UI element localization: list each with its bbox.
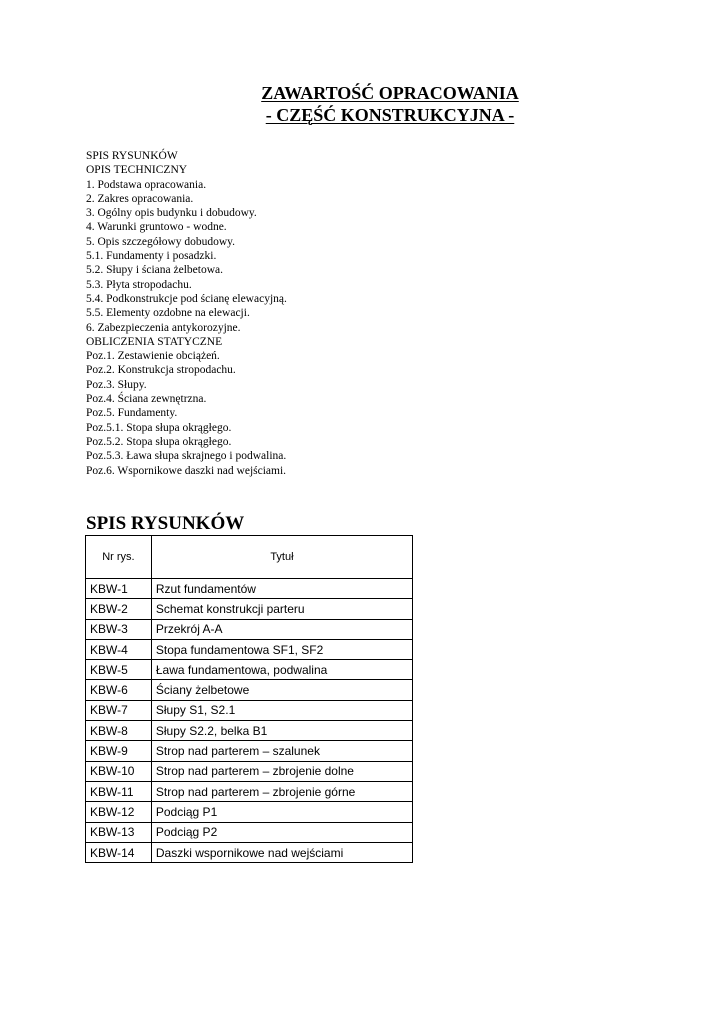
table-row	[86, 761, 413, 781]
table-of-contents	[86, 149, 506, 478]
table-row	[86, 741, 413, 761]
table-row	[86, 619, 413, 639]
table-row	[86, 700, 413, 720]
drawing-number: KBW-12	[86, 802, 152, 822]
toc-item: 5.1. Fundamenty i posadzki.	[86, 250, 217, 263]
toc-item: Poz.5. Fundamenty.	[86, 407, 178, 420]
toc-item: 3. Ogólny opis budynku i dobudowy.	[86, 207, 257, 220]
drawing-number: KBW-1	[86, 579, 152, 599]
toc-item: 5.4. Podkonstrukcje pod ścianę elewacyjną.	[86, 292, 287, 305]
table-row	[86, 639, 413, 659]
toc-item: OPIS TECHNICZNY	[86, 164, 188, 177]
drawing-title: Rzut fundamentów	[151, 579, 412, 599]
toc-item: Poz.4. Ściana zewnętrzna.	[86, 393, 207, 406]
toc-item: Poz.5.3. Ława słupa skrajnego i podwalina.	[86, 450, 287, 463]
title-line-2: - CZĘŚĆ KONSTRUKCYJNA -	[265, 105, 515, 125]
drawing-number: KBW-8	[86, 721, 152, 741]
toc-item: Poz.6. Wspornikowe daszki nad wejściami.	[86, 464, 287, 477]
toc-item: 1. Podstawa opracowania.	[86, 178, 207, 191]
toc-item: OBLICZENIA STATYCZNE	[86, 335, 223, 348]
document-title	[210, 82, 570, 126]
table-row	[86, 822, 413, 842]
table-row	[86, 842, 413, 862]
toc-item: 5. Opis szczegółowy dobudowy.	[86, 235, 236, 248]
toc-item: Poz.5.1. Stopa słupa okrągłego.	[86, 421, 232, 434]
drawing-number: KBW-2	[86, 599, 152, 619]
drawing-number: KBW-9	[86, 741, 152, 761]
toc-item: Poz.1. Zestawienie obciążeń.	[86, 350, 220, 363]
toc-item: Poz.2. Konstrukcja stropodachu.	[86, 364, 236, 377]
drawing-title: Strop nad parterem – zbrojenie dolne	[151, 761, 412, 781]
table-header-row	[86, 536, 413, 579]
table-row	[86, 781, 413, 801]
drawings-table	[85, 535, 413, 863]
drawing-title: Daszki wspornikowe nad wejściami	[151, 842, 412, 862]
drawing-title: Strop nad parterem – zbrojenie górne	[151, 781, 412, 801]
table-row	[86, 660, 413, 680]
column-header-title: Tytuł	[151, 536, 412, 579]
toc-item: SPIS RYSUNKÓW	[86, 150, 178, 162]
drawing-title: Ściany żelbetowe	[151, 680, 412, 700]
drawing-number: KBW-3	[86, 619, 152, 639]
drawing-title: Przekrój A-A	[151, 619, 412, 639]
drawing-number: KBW-14	[86, 842, 152, 862]
drawing-number: KBW-10	[86, 761, 152, 781]
drawing-title: Podciąg P2	[151, 822, 412, 842]
drawing-title: Ława fundamentowa, podwalina	[151, 660, 412, 680]
table-row	[86, 802, 413, 822]
drawing-title: Strop nad parterem – szalunek	[151, 741, 412, 761]
drawing-title: Podciąg P1	[151, 802, 412, 822]
toc-item: 4. Warunki gruntowo - wodne.	[86, 221, 227, 234]
drawing-title: Słupy S2.2, belka B1	[151, 721, 412, 741]
toc-item: Poz.3. Słupy.	[86, 378, 147, 391]
drawing-title: Stopa fundamentowa SF1, SF2	[151, 639, 412, 659]
drawing-title: Słupy S1, S2.1	[151, 700, 412, 720]
toc-item: Poz.5.2. Stopa słupa okrągłego.	[86, 435, 232, 448]
column-header-nr: Nr rys.	[86, 536, 152, 579]
drawing-number: KBW-7	[86, 700, 152, 720]
toc-item: 5.3. Płyta stropodachu.	[86, 278, 192, 291]
toc-item: 2. Zakres opracowania.	[86, 192, 194, 205]
drawing-number: KBW-5	[86, 660, 152, 680]
title-line-1: ZAWARTOŚĆ OPRACOWANIA	[261, 83, 519, 103]
drawing-number: KBW-11	[86, 781, 152, 801]
toc-item: 5.2. Słupy i ściana żelbetowa.	[86, 264, 224, 277]
drawings-heading: SPIS RYSUNKÓW	[86, 513, 245, 534]
drawing-number: KBW-6	[86, 680, 152, 700]
toc-item: 6. Zabezpieczenia antykorozyjne.	[86, 321, 241, 334]
table-row	[86, 579, 413, 599]
table-row	[86, 680, 413, 700]
toc-item: 5.5. Elementy ozdobne na elewacji.	[86, 307, 250, 320]
drawing-title: Schemat konstrukcji parteru	[151, 599, 412, 619]
table-row	[86, 721, 413, 741]
drawing-number: KBW-13	[86, 822, 152, 842]
drawing-number: KBW-4	[86, 639, 152, 659]
table-row	[86, 599, 413, 619]
